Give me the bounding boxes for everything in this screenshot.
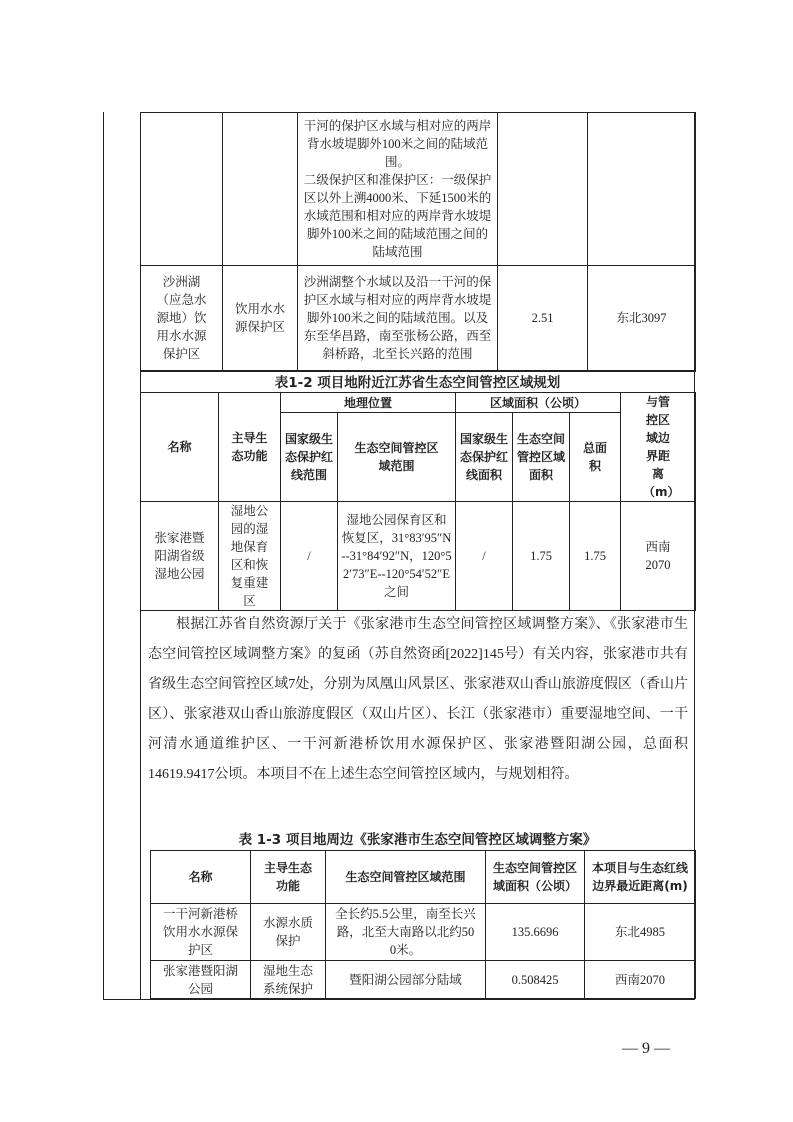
table-2-title: 表1-2 项目地附近江苏省生态空间管控区域规划 [274, 375, 561, 391]
table-3-title: 表 1-3 项目地周边《张家港市生态空间管控区域调整方案》 [238, 832, 597, 848]
header-area-eco: 生态空间管控区域面积 [513, 413, 570, 502]
body-paragraph: 根据江苏省自然资源厅关于《张家港市生态空间管控区域调整方案》、《张家港市生态空间管控区域调整方案》的复函（苏自然资函[2022]145号）有关内容，张家港市共有省级生态空间管控区域7处，分别为凤凰山风景区、张家港双山香山旅游度假区（香山片区）、张家港双山香山旅游度假区（双山片区）、长江（张家港市）重要湿地空间、一干河清水通道维护区、一干河新港桥饮用水源保护区、张家港暨阳湖公园，总面积14619.9417公顷。本项目不在上述生态空间管控区域内，与规划相符。 [148, 617, 688, 782]
cell-geo-national: / [281, 502, 338, 611]
cell-function [223, 113, 298, 266]
cell-distance: 东北4985 [585, 904, 696, 961]
header-distance: 本项目与生态红线边界最近距离(m) [585, 851, 696, 904]
header-distance: 与管控区域边界距离（m） [621, 393, 696, 502]
header-function: 主导生态功能 [219, 393, 281, 502]
table-1-continued [140, 112, 696, 372]
cell-area-eco: 1.75 [513, 502, 570, 611]
cell-name: 沙洲湖（应急水源地）饮用水水源保护区 [141, 266, 223, 371]
cell-distance: 东北3097 [588, 266, 696, 371]
header-name: 名称 [141, 393, 219, 502]
cell-area-total: 1.75 [570, 502, 621, 611]
header-name: 名称 [151, 851, 251, 904]
cell-range: 沙洲湖整个水域以及沿一干河的保护区水域与相对应的两岸背水坡堤脚外100米之间的陆域范围。以及东至华昌路，南至张杨公路，西至斜桥路，北至长兴路的范围 [298, 266, 498, 371]
table-header-row [141, 393, 696, 413]
header-area: 区域面积（公顷） [456, 393, 621, 413]
cell-range: 暨阳湖公园部分陆域 [326, 961, 486, 999]
cell-function: 湿地公园的湿地保育区和恢复重建区 [219, 502, 281, 611]
cell-geo-eco: 湿地公园保育区和恢复区，31°83′95″N--31°84′92″N，120°52′73″E--120°54′52″E之间 [338, 502, 456, 611]
table-2 [140, 392, 696, 611]
table-row [151, 904, 696, 961]
table-row [141, 502, 696, 611]
table-row [141, 113, 696, 266]
header-geo: 地理位置 [281, 393, 456, 413]
cell-range: 全长约5.5公里，南至长兴路，北至大南路以北约500米。 [326, 904, 486, 961]
cell-name: 张家港暨阳湖公园 [151, 961, 251, 999]
header-function: 主导生态功能 [251, 851, 326, 904]
cell-area: 135.6696 [486, 904, 585, 961]
cell-distance: 西南2070 [585, 961, 696, 999]
cell-function: 湿地生态系统保护 [251, 961, 326, 999]
cell-function: 水源水质保护 [251, 904, 326, 961]
table-row [151, 961, 696, 999]
header-area: 生态空间管控区域面积（公顷） [486, 851, 585, 904]
cell-range: 干河的保护区水域与相对应的两岸背水坡堤脚外100米之间的陆域范围。 二级保护区和准保护区：一级保护区以外上溯4000米、下延1500米的水域范围和相对应的两岸背水坡堤脚外100米之间的陆域范围之间的陆域范围 [298, 113, 498, 266]
header-geo-eco: 生态空间管控区域范围 [338, 413, 456, 502]
header-area-total: 总面积 [570, 413, 621, 502]
cell-name: 一干河新港桥饮用水水源保护区 [151, 904, 251, 961]
header-geo-national: 国家级生态保护红线范围 [281, 413, 338, 502]
table-row [141, 266, 696, 371]
cell-area: 0.508425 [486, 961, 585, 999]
cell-area: 2.51 [498, 266, 588, 371]
cell-area [498, 113, 588, 266]
cell-function: 饮用水水源保护区 [223, 266, 298, 371]
cell-area-national: / [456, 502, 513, 611]
header-range: 生态空间管控区域范围 [326, 851, 486, 904]
cell-name: 张家港暨阳湖省级湿地公园 [141, 502, 219, 611]
table-header-row [151, 851, 696, 904]
page-number: — 9 — [622, 1040, 670, 1057]
table-3 [150, 850, 696, 999]
cell-distance [588, 113, 696, 266]
header-area-national: 国家级生态保护红线面积 [456, 413, 513, 502]
cell-distance: 西南2070 [621, 502, 696, 611]
cell-name [141, 113, 223, 266]
